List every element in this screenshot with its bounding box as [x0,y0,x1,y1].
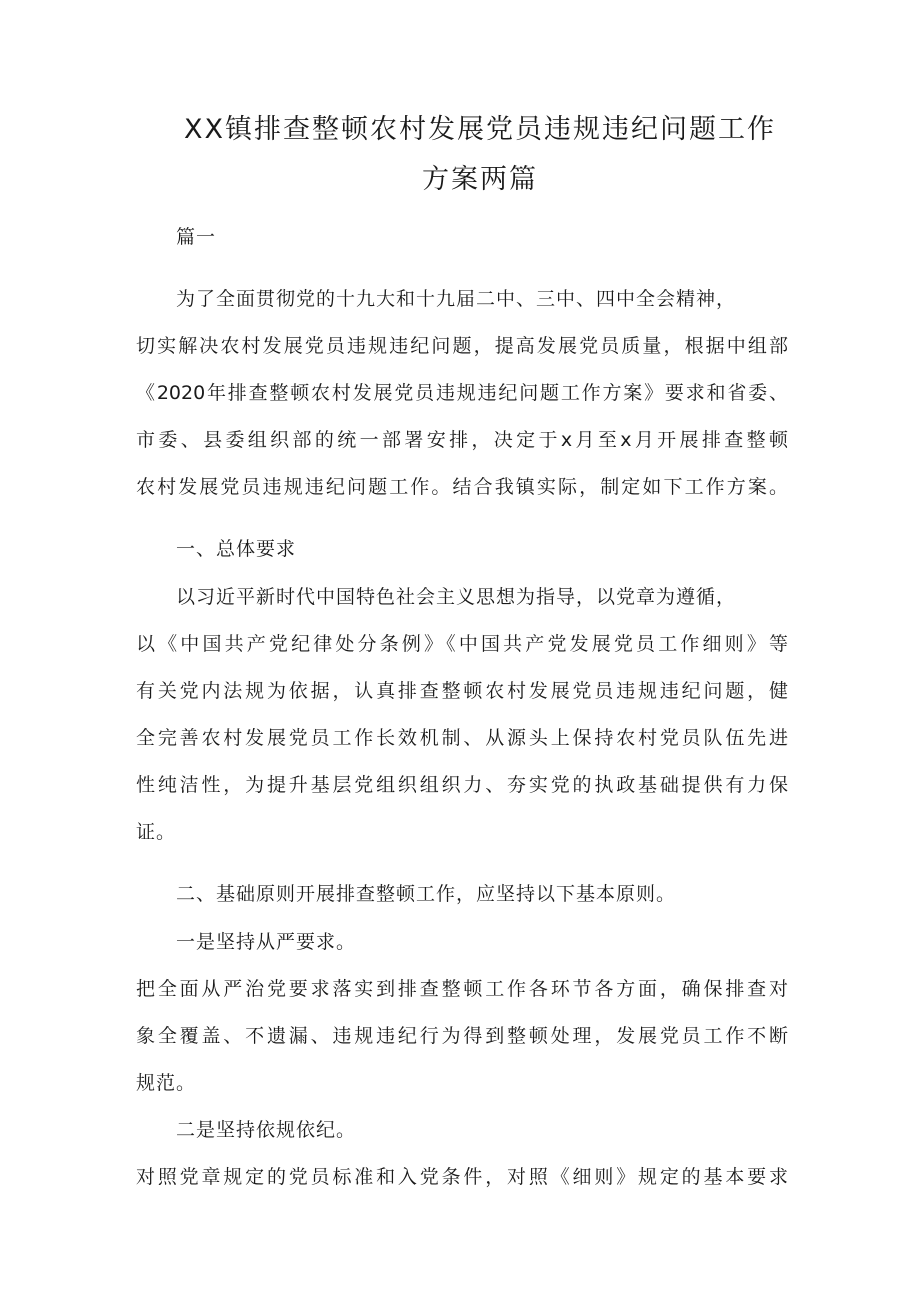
section-1-line-6: 证。 [136,821,177,843]
intro-line-5: 农村发展党员违规违纪问题工作。结合我镇实际，制定如下工作方案。 [136,476,788,498]
principle-1-heading: 一是坚持从严要求。 [176,931,357,953]
section-1-line-3: 有关党内法规为依据，认真排查整顿农村发展党员违规违纪问题，健 [136,680,788,702]
section-1-line-4: 全完善农村发展党员工作长效机制、从源头上保持农村党员队伍先进 [136,727,788,749]
section-1-line-5: 性纯洁性，为提升基层党组织组织力、夯实党的执政基础提供有力保 [136,774,788,796]
section-1-line-2: 以《中国共产党纪律处分条例》《中国共产党发展党员工作细则》等 [136,633,788,655]
intro-line-2: 切实解决农村发展党员违规违纪问题，提高发展党员质量，根据中组部 [136,335,788,357]
document-title-line-1: XX镇排查整顿农村发展党员违规违纪问题工作 [184,114,776,145]
principle-1-line-3: 规范。 [136,1072,197,1094]
principle-2-heading: 二是坚持依规依纪。 [176,1119,357,1141]
principle-2-line-1: 对照党章规定的党员标准和入党条件，对照《细则》规定的基本要求 [136,1166,788,1188]
document-title-line-2: 方案两篇 [422,164,538,195]
section-2-heading: 二、基础原则开展排查整顿工作，应坚持以下基本原则。 [176,883,677,905]
part-label: 篇一 [176,226,217,248]
section-1-line-1: 以习近平新时代中国特色社会主义思想为指导，以党章为遵循， [176,586,737,608]
intro-line-4: 市委、县委组织部的统一部署安排，决定于x月至x月开展排查整顿 [136,429,788,451]
principle-1-line-2: 象全覆盖、不遗漏、违规违纪行为得到整顿处理，发展党员工作不断 [136,1025,788,1047]
section-1-heading: 一、总体要求 [176,538,297,560]
intro-line-3: 《2020年排查整顿农村发展党员违规违纪问题工作方案》要求和省委、 [136,382,788,404]
principle-1-line-1: 把全面从严治党要求落实到排查整顿工作各环节各方面，确保排查对 [136,978,788,1000]
intro-line-1: 为了全面贯彻党的十九大和十九届二中、三中、四中全会精神， [176,288,737,310]
